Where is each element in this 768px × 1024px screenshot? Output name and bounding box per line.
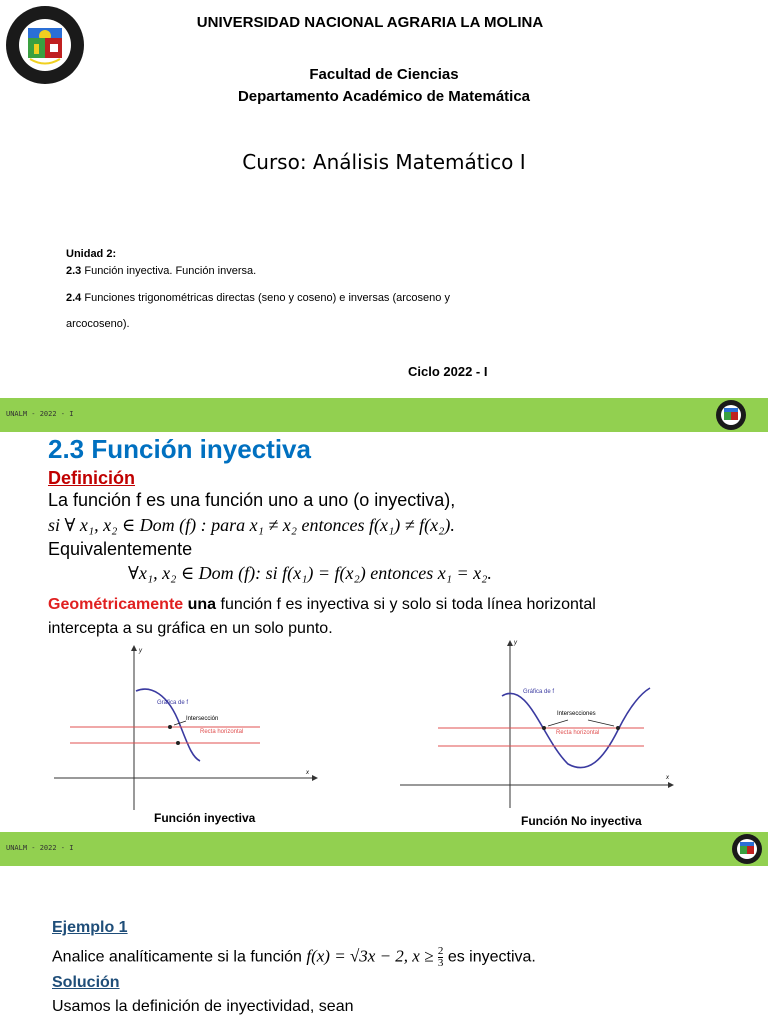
geometric-line-1: [48, 596, 596, 614]
geometric-una: una: [183, 596, 217, 613]
unit-item-2-cont: arcocoseno).: [66, 318, 130, 330]
example-label: Ejemplo 1: [52, 919, 128, 936]
right-intersection-label: Intersecciones: [557, 711, 596, 717]
right-y-axis-label: y: [514, 640, 517, 646]
definition-line-4: [128, 563, 492, 584]
injective-graph: [50, 645, 320, 815]
statement-function: f(x) = √3x − 2, x ≥: [306, 946, 434, 966]
unit-item-1: [66, 265, 256, 277]
solution-text: Usamos la definición de inyectividad, sean: [52, 998, 354, 1015]
definition-label: Definición: [48, 468, 136, 488]
statement-post: es inyectiva.: [447, 948, 536, 966]
solution-label: Solución: [52, 974, 120, 991]
definition-line-3: Equivalentemente: [48, 539, 193, 559]
left-graph-caption: Función inyectiva: [154, 811, 256, 825]
right-x-axis-label: x: [666, 775, 669, 781]
left-y-axis-label: y: [139, 648, 142, 654]
left-curve-label: Gráfica de f: [157, 700, 189, 706]
course-title: Curso: Análisis Matemático I: [242, 150, 526, 174]
small-seal-logo-2: [732, 834, 762, 864]
fraction-numerator: 2: [437, 945, 444, 957]
definition-line-1: La función f es una función uno a uno (o inyectiva),: [48, 490, 456, 510]
right-curve-label: Gráfica de f: [523, 689, 555, 695]
unit-item-2-num: 2.4: [66, 292, 82, 304]
geometric-line-2: intercepta a su gráfica en un solo punto.: [48, 620, 333, 637]
slide-title: 2.3 Función inyectiva: [48, 434, 311, 464]
non-injective-graph: [398, 640, 674, 810]
geometric-label: Geométricamente: [48, 596, 184, 613]
unit-title: Unidad 2:: [66, 248, 117, 260]
example-statement: [52, 946, 536, 969]
small-seal-graphic: [716, 400, 746, 430]
right-line-label: Recta horizontal: [556, 730, 600, 736]
definition-formula-2: ∀x₁, x₂ ∈ Dom (f): si f(x₁) = f(x₂) entonces x₁ = x₂.: [128, 563, 492, 583]
definition-formula-1: si ∀ x₁, x₂ ∈ Dom (f) : para x₁ ≠ x₂ entonces f(x₁) ≠ f(x₂).: [48, 515, 455, 535]
bar-label: UNALM - 2022 - I: [6, 410, 74, 418]
bar-label-2: UNALM - 2022 - I: [6, 844, 74, 852]
left-intersection-label: Intersección: [186, 716, 219, 722]
slide-header-bar: [0, 398, 768, 432]
unit-item-1-num: 2.3: [66, 265, 82, 277]
right-graph-caption: Función No inyectiva: [521, 814, 642, 828]
left-line-label: Recta horizontal: [200, 729, 244, 735]
fraction-denominator: 3: [437, 957, 444, 969]
small-seal-logo: [716, 400, 746, 430]
unit-item-2-text: Funciones trigonométricas directas (seno y coseno) e inversas (arcoseno y: [81, 292, 450, 304]
cycle-label: Ciclo 2022 - I: [408, 364, 488, 379]
fraction: [438, 946, 444, 969]
definition-line-2: [48, 515, 455, 536]
small-seal-graphic-2: [732, 834, 762, 864]
university-name: UNIVERSIDAD NACIONAL AGRARIA LA MOLINA: [196, 14, 544, 31]
left-x-axis-label: x: [306, 770, 309, 776]
department-name: Departamento Académico de Matemática: [237, 88, 531, 105]
unit-item-2: [66, 292, 450, 304]
geometric-text: función f es inyectiva si y solo si toda línea horizontal: [216, 596, 596, 613]
slide-header-bar-2: [0, 832, 768, 866]
statement-pre: Analice analíticamente si la función: [52, 948, 302, 966]
faculty-name: Facultad de Ciencias: [309, 66, 459, 83]
unit-item-1-text: Función inyectiva. Función inversa.: [81, 265, 257, 277]
